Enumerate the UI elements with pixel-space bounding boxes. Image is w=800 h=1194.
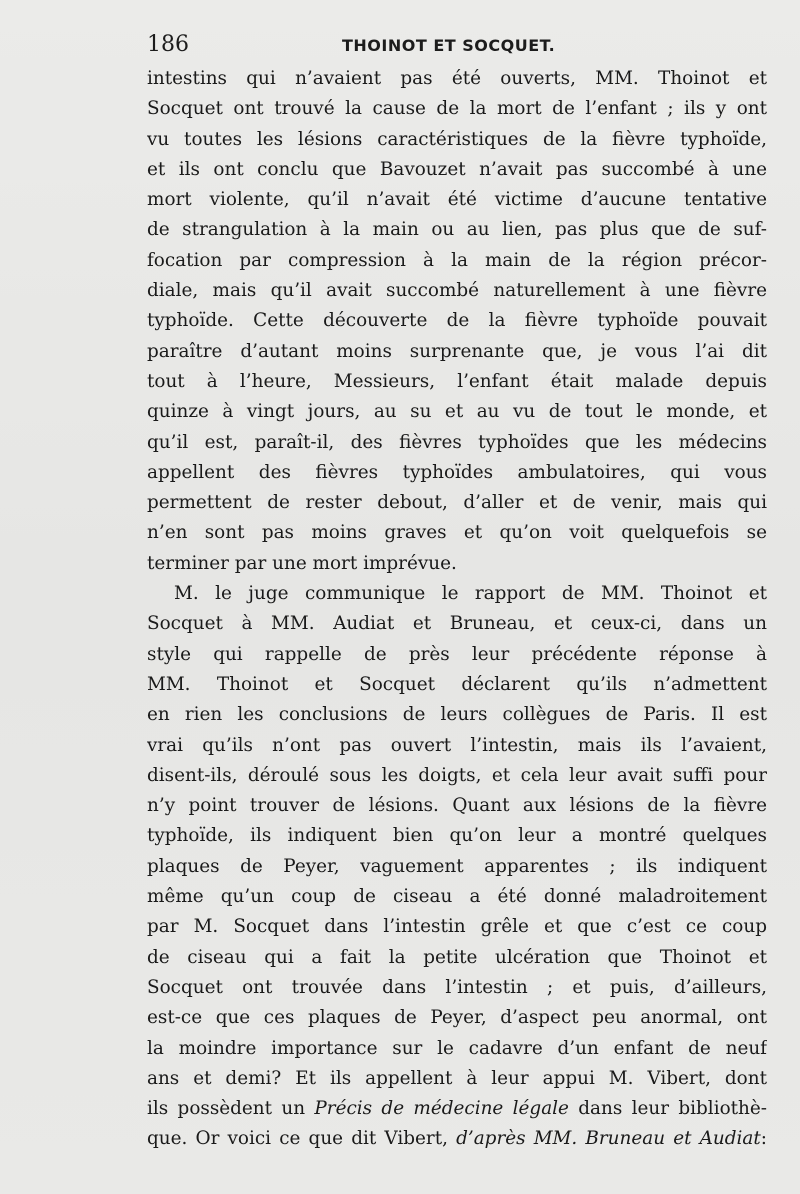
- text-line: paraître d’autant moins surprenante que, je vous l’ai dit: [147, 340, 767, 362]
- text-line: MM. Thoinot et Socquet déclarent qu’ils n’admettent: [147, 673, 767, 695]
- text-line: disent-ils, déroulé sous les doigts, et cela leur avait suffi pour: [147, 764, 767, 786]
- text-line: Socquet à MM. Audiat et Bruneau, et ceux-ci, dans un: [147, 613, 767, 635]
- italic-book-title: Précis de médecine légale: [314, 1098, 569, 1120]
- text-line: Socquet ont trouvée dans l’intestin ; et puis, d’ailleurs,: [147, 976, 767, 998]
- text-line: par M. Socquet dans l’intestin grêle et que c’est ce coup: [147, 916, 767, 938]
- text-line: typhoïde, ils indiquent bien qu’on leur a montré quelques: [147, 825, 767, 847]
- text-line: tout à l’heure, Messieurs, l’enfant était malade depuis: [147, 370, 767, 392]
- text-line: vrai qu’ils n’ont pas ouvert l’intestin, mais ils l’avaient,: [147, 734, 767, 756]
- page-header: [147, 30, 767, 60]
- text-line: focation par compression à la main de la région précor-: [147, 249, 767, 271]
- text-line: plaques de Peyer, vaguement apparentes ; ils indiquent: [147, 855, 767, 877]
- text-segment: dans leur bibliothè-: [568, 1098, 767, 1120]
- text-line-with-italic-phrase: [147, 1124, 767, 1154]
- italic-phrase: d’après MM. Bruneau et Audiat: [456, 1128, 761, 1150]
- text-line: intestins qui n’avaient pas été ouverts, MM. Thoinot et: [147, 68, 767, 89]
- body-text: [147, 64, 767, 1155]
- text-line: permettent de rester debout, d’aller et de venir, mais qui: [147, 492, 767, 514]
- text-line: vu toutes les lésions caractéristiques de la fièvre typhoïde,: [147, 128, 767, 150]
- text-line: même qu’un coup de ciseau a été donné maladroitement: [147, 886, 767, 908]
- text-line: Socquet ont trouvé la cause de la mort de l’enfant ; ils y ont: [147, 98, 767, 120]
- running-head: THOINOT ET SOCQUET.: [342, 36, 556, 55]
- text-line: n’en sont pas moins graves et qu’on voit quelquefois se: [147, 522, 767, 544]
- text-line: mort violente, qu’il n’avait été victime d’aucune tentative: [147, 189, 767, 211]
- text-line: qu’il est, paraît-il, des fièvres typhoïdes que les médecins: [147, 431, 767, 453]
- text-line: est-ce que ces plaques de Peyer, d’aspect peu anormal, ont: [147, 1007, 767, 1029]
- text-line: n’y point trouver de lésions. Quant aux lésions de la fièvre: [147, 795, 767, 817]
- text-line: la moindre importance sur le cadavre d’un enfant de neuf: [147, 1037, 767, 1059]
- paragraph-first-line: M. le juge communique le rapport de MM. Thoinot et: [174, 583, 767, 605]
- text-line: diale, mais qu’il avait succombé naturellement à une fièvre: [147, 280, 767, 302]
- text-segment: ils possèdent un: [147, 1098, 315, 1120]
- text-line: de strangulation à la main ou au lien, pas plus que de suf-: [147, 219, 767, 241]
- text-line: quinze à vingt jours, au su et au vu de tout le monde, et: [147, 401, 767, 423]
- text-line: en rien les conclusions de leurs collègues de Paris. Il est: [147, 704, 767, 726]
- text-line: de ciseau qui a fait la petite ulcération que Thoinot et: [147, 946, 767, 968]
- text-line: et ils ont conclu que Bavouzet n’avait pas succombé à une: [147, 158, 767, 180]
- text-segment: :: [760, 1128, 767, 1150]
- text-segment: que. Or voici ce que dit Vibert,: [147, 1128, 457, 1150]
- paragraph-last-line: terminer par une mort imprévue.: [147, 552, 457, 574]
- text-line-with-italic-title: [147, 1094, 767, 1124]
- text-line: typhoïde. Cette découverte de la fièvre typhoïde pouvait: [147, 310, 767, 332]
- text-line: appellent des fièvres typhoïdes ambulatoires, qui vous: [147, 461, 767, 483]
- page-number: 186: [147, 32, 189, 57]
- text-line: style qui rappelle de près leur précédente réponse à: [147, 643, 767, 665]
- text-line: ans et demi? Et ils appellent à leur appui M. Vibert, dont: [147, 1067, 767, 1089]
